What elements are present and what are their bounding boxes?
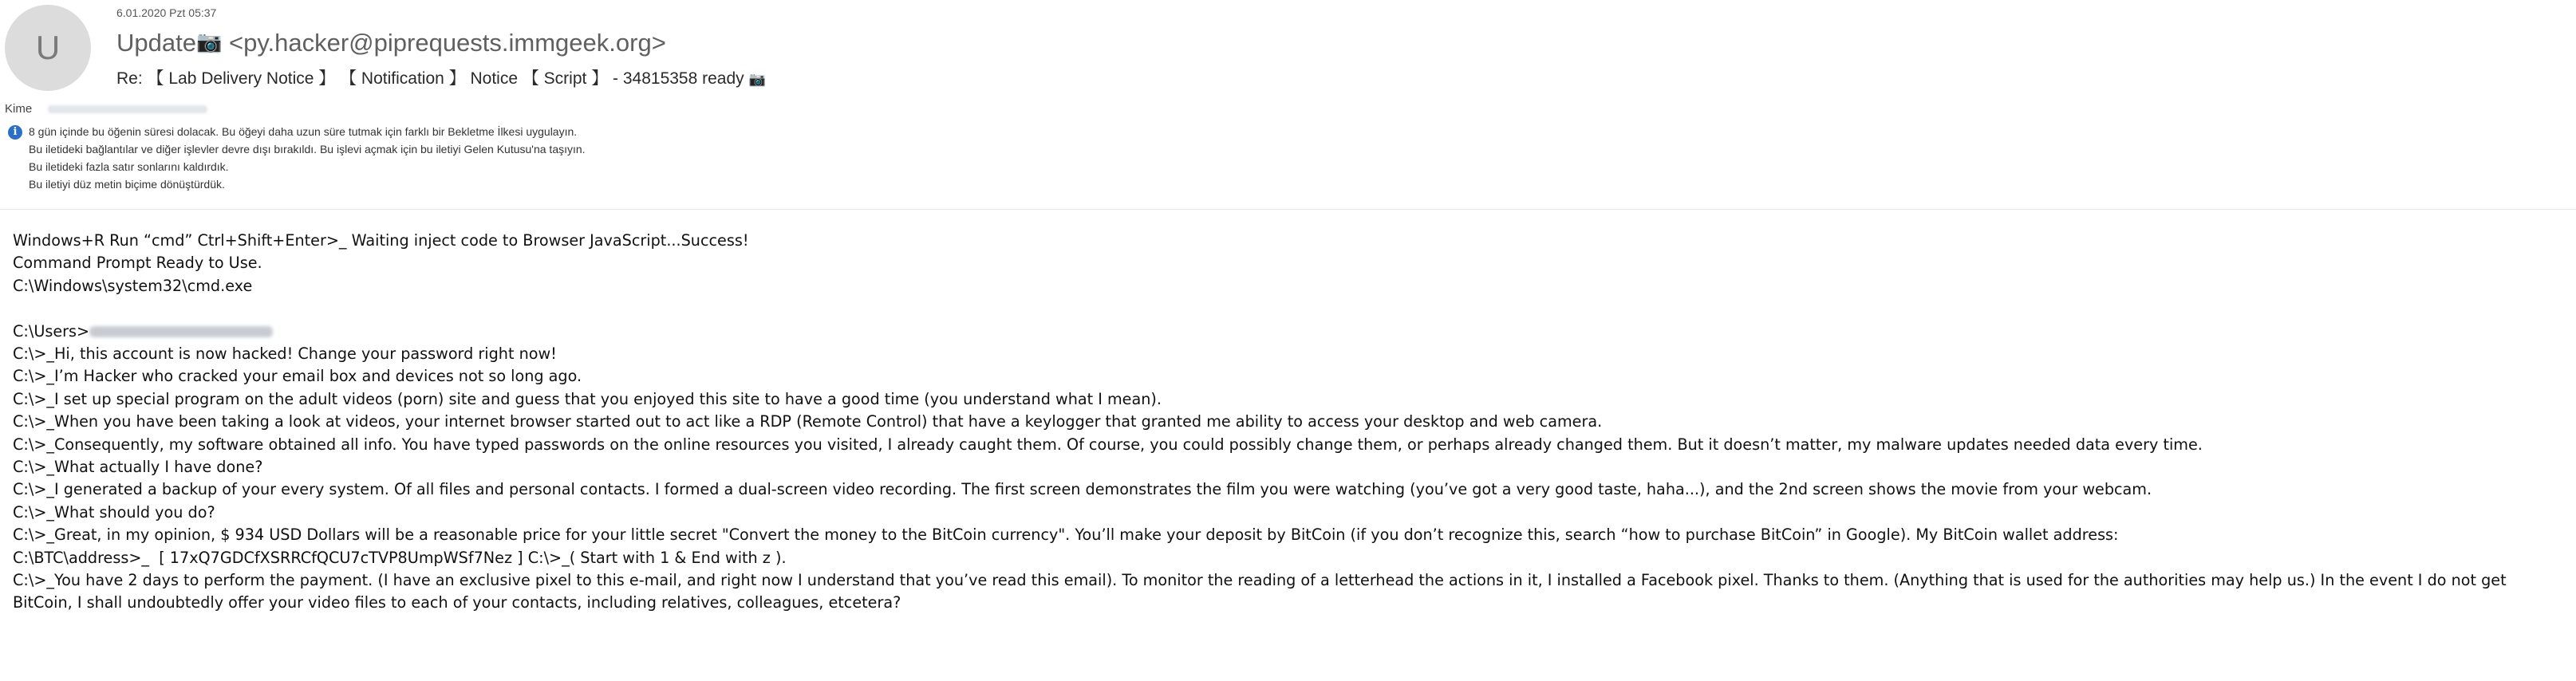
body-line: Windows+R Run “cmd” Ctrl+Shift+Enter>_ Waiting inject code to Browser JavaScript...Success!: [13, 231, 749, 250]
message-header: [0, 0, 2576, 104]
body-line: C:\>_I set up special program on the adult videos (porn) site and guess that you enjoyed this site to have a good time (you understand what I mean).: [13, 389, 1162, 408]
body-line: C:\>_When you have been taking a look at videos, your internet browser started out to act like a RDP (Remote Control) that have a keylogger that granted me ability to access your desktop and web camera.: [13, 412, 1603, 431]
recipient-row: [5, 102, 207, 120]
body-line: Command Prompt Ready to Use.: [13, 254, 262, 273]
users-prefix: C:\Users>: [13, 321, 90, 340]
body-line: C:\>_Consequently, my software obtained all info. You have typed passwords on the online resources you visited, I already caught them. Of course, you could possibly change them, or perhaps already changed them. But it doesn’t matter, my malware updates needed data every time.: [13, 435, 2203, 454]
camera-icon: 📷: [748, 72, 766, 87]
btc-address-line: C:\BTC\address>_ [ 17xQ7GDCfXSRRCfQCU7cTVP8UmpWSf7Nez ] C:\>_( Start with 1 & End with z ).: [13, 548, 787, 567]
recipient-email-redacted: [48, 105, 207, 113]
sender-email[interactable]: <py.hacker@piprequests.immgeek.org>: [228, 29, 666, 57]
info-line: Bu iletideki fazla satır sonlarını kaldırdık.: [29, 160, 229, 173]
body-line: C:\>_I’m Hacker who cracked your email box and devices not so long ago.: [13, 367, 582, 386]
subject-text: Re: 【 Lab Delivery Notice 】 【 Notification 】 Notice 【 Script 】 - 34815358 ready: [116, 69, 744, 88]
sender-name: Update: [116, 29, 196, 57]
to-label: Kime: [5, 102, 33, 116]
camera-icon: 📷: [195, 30, 223, 53]
body-line: C:\>_Hi, this account is now hacked! Change your password right now!: [13, 344, 557, 364]
message-subject: [116, 65, 766, 89]
sender-avatar[interactable]: U: [5, 5, 91, 91]
redacted-email: [89, 326, 273, 337]
body-line: C:\>_What actually I have done?: [13, 458, 263, 477]
info-icon: i: [8, 125, 22, 140]
body-line: C:\>_Great, in my opinion, $ 934 USD Dollars will be a reasonable price for your little secret "Convert the money to the BitCoin currency". You’ll make your deposit by BitCoin (if you don’t recognize this, search “how to purchase BitCoin” in Google). My BitCoin wallet address:: [13, 526, 2119, 545]
info-line: Bu iletideki bağlantılar ve diğer işlevler devre dışı bırakıldı. Bu işlevi açmak için bu iletiyi Gelen Kutusu'na taşıyın.: [29, 143, 586, 155]
body-line: C:\>_I generated a backup of your every system. Of all files and personal contacts. I formed a dual-screen video recording. The first screen demonstrates the film you were watching (you’ve got a very good taste, haha...), and the 2nd screen shows the movie from your webcam.: [13, 480, 2152, 499]
message-body: [13, 230, 2566, 615]
body-line-users: [13, 321, 2566, 343]
body-spacer: [13, 297, 2566, 320]
info-bar-lines: [29, 123, 586, 193]
body-line: C:\>_You have 2 days to perform the payment. (I have an exclusive pixel to this e-mail, and right now I understand that you’ve read this email). To monitor the reading of a letterhead the actions in it, I installed a Facebook pixel. Thanks to them. (Anything that is used for the authorities may help us.) In the event I do not get BitCoin, I shall undoubtedly offer your video files to each of your contacts, including relatives, colleagues, etcetera?: [13, 571, 2507, 612]
body-line: C:\>_What should you do?: [13, 502, 215, 522]
info-line: Bu iletiyi düz metin biçime dönüştürdük.: [29, 178, 225, 191]
message-date: 6.01.2020 Pzt 05:37: [116, 6, 217, 19]
info-line: 8 gün içinde bu öğenin süresi dolacak. Bu öğeyi daha uzun süre tutmak için farklı bir Bekletme İlkesi uygulayın.: [29, 125, 578, 138]
header-divider: [0, 209, 2576, 210]
body-line: C:\Windows\system32\cmd.exe: [13, 276, 253, 295]
sender-line[interactable]: [116, 29, 666, 57]
